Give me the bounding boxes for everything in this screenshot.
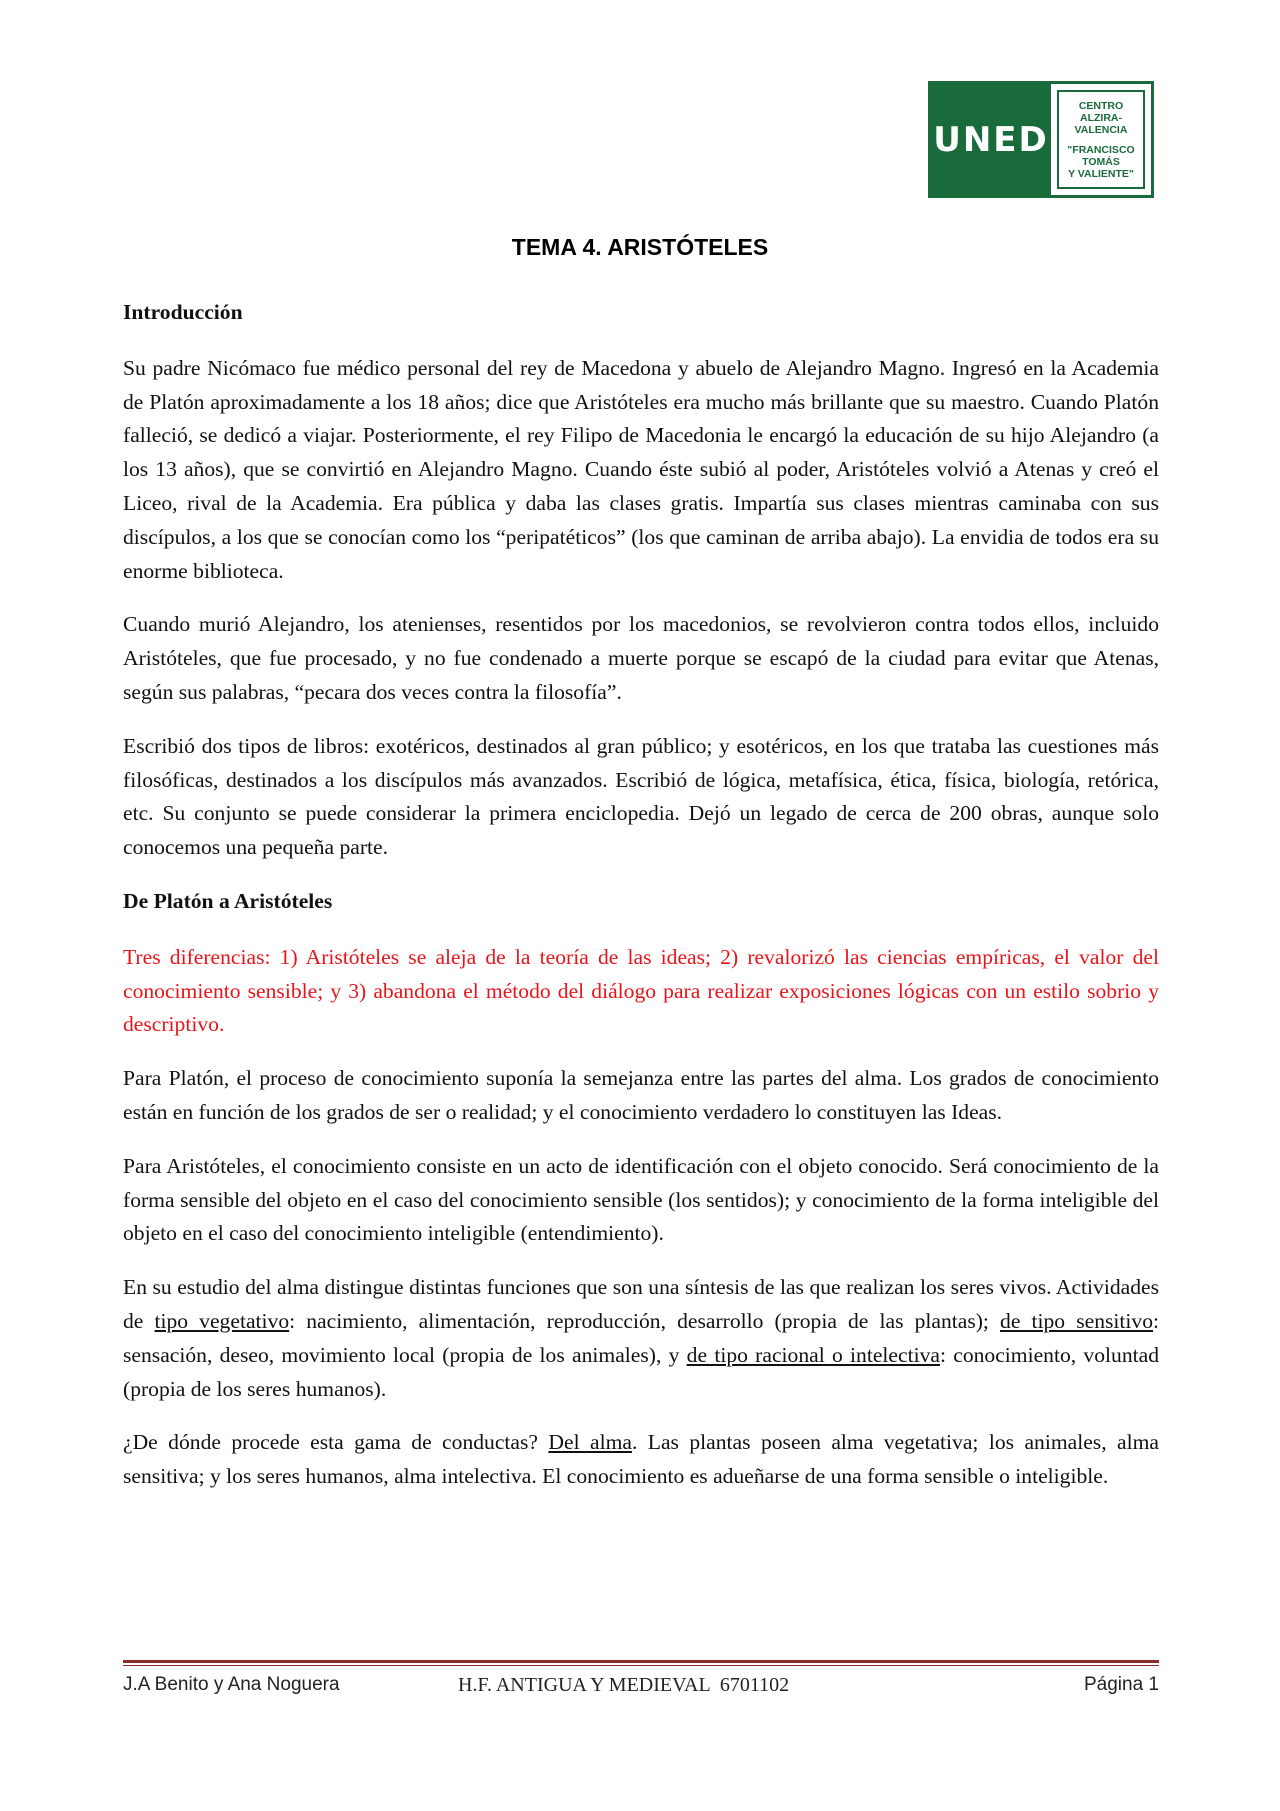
uned-center-label [1057,90,1145,189]
text-run: En su estudio del alma distingue distintas funciones que son una síntesis de las que realizan los seres vivos. Actividades de [123,1275,1159,1333]
paragraph: Escribió dos tipos de libros: exotéricos, destinados al gran público; y esotéricos, en los que trataba las cuestiones más filosóficas, destinados a los discípulos más avanzados. Escribió de lógica, metafísica, ética, física, biología, retórica, etc. Su conjunto se puede considerar la primera enciclopedia. Dejó un legado de cerca de 200 obras, aunque solo conocemos una pequeña parte. [123,733,1159,860]
text-run: : conocimiento, voluntad (propia de los seres humanos). [123,1342,1159,1401]
text-run: ¿De dónde procede esta gama de conductas? [123,1430,549,1455]
footer-page-number: Página 1 [1083,1674,1159,1695]
uned-logo [928,81,1154,198]
uned-logo-text: UNED [933,119,1049,160]
page-title: TEMA 4. ARISTÓTELES [511,234,769,260]
section-heading-introduccion: Introducción [123,300,243,324]
underlined-term: tipo vegetativo [154,1308,290,1333]
highlighted-paragraph: Tres diferencias: 1) Aristóteles se aleja de la teoría de las ideas; 2) revalorizó las ciencias empíricas, el valor del conocimiento sensible; y 3) abandona el método del diálogo para realizar exposiciones lógicas con un estilo sobrio y descriptivo. [123,944,1159,1037]
underlined-term: de tipo racional o intelectiva [686,1342,940,1367]
paragraph: Su padre Nicómaco fue médico personal del rey de Macedona y abuelo de Alejandro Magno. Ingresó en la Academia de Platón aproximadamente a los 18 años; dice que Aristóteles era mucho más brillante que su maestro. Cuando Platón falleció, se dedicó a viajar. Posteriormente, el rey Filipo de Macedonia le encargó la educación de su hijo Alejandro (a los 13 años), que se convirtió en Alejandro Magno. Cuando éste subió al poder, Aristóteles volvió a Atenas y creó el Liceo, rival de la Academia. Era pública y daba las clases gratis. Impartía sus clases mientras caminaba con sus discípulos, a los que se conocían como los “peripatéticos” (los que caminan de arriba abajo). La envidia de todos era su enorme biblioteca. [123,355,1159,583]
paragraph-alma-funciones [123,1271,1159,1406]
paragraph-origen-conductas [123,1426,1159,1494]
paragraph: Para Aristóteles, el conocimiento consiste en un acto de identificación con el objeto conocido. Será conocimiento de la forma sensible del objeto en el caso del conocimiento sensible (los sentidos); y conocimiento de la forma inteligible del objeto en el caso del conocimiento inteligible (entendimiento). [123,1153,1159,1246]
document-body [123,296,1159,1494]
section-heading-platon-aristoteles: De Platón a Aristóteles [123,888,333,913]
text-run: : nacimiento, alimentación, reproducción, desarrollo (propia de las plantas); [289,1308,1001,1333]
underlined-term: de tipo sensitivo [1000,1308,1153,1333]
paragraph: Para Platón, el proceso de conocimiento suponía la semejanza entre las partes del alma. Los grados de conocimiento están en función de los grados de ser o realidad; y el conocimiento verdadero lo constituyen las Ideas. [123,1066,1159,1124]
text-run: : sensación, deseo, movimiento local (propia de los animales), y [123,1308,1159,1367]
text-run: . Las plantas poseen alma vegetativa; los animales, alma sensitiva; y los seres humanos, alma intelectiva. El conocimiento es adueñarse de una forma sensible o inteligible. [123,1430,1159,1489]
footer-authors: J.A Benito y Ana Noguera [123,1674,340,1695]
paragraph: Cuando murió Alejandro, los atenienses, resentidos por los macedonios, se revolvieron contra todos ellos, incluido Aristóteles, que fue procesado, y no fue condenado a muerte porque se escapó de la ciudad para evitar que Atenas, según sus palabras, “pecara dos veces contra la filosofía”. [123,612,1159,704]
uned-logo-mark [931,84,1051,195]
footer-rule [123,1660,1159,1663]
page-footer [123,1674,1159,1700]
logo-line: TOMÁS [1082,155,1120,168]
footer-rule-thin [123,1665,1159,1666]
logo-line: "FRANCISCO [1067,143,1135,156]
logo-line: ALZIRA-VALENCIA [1074,111,1128,136]
logo-line: CENTRO [1078,99,1124,112]
footer-course: H.F. ANTIGUA Y MEDIEVAL 6701102 [458,1674,790,1696]
underlined-term: Del alma [548,1430,632,1455]
logo-line: Y VALIENTE" [1068,167,1134,180]
